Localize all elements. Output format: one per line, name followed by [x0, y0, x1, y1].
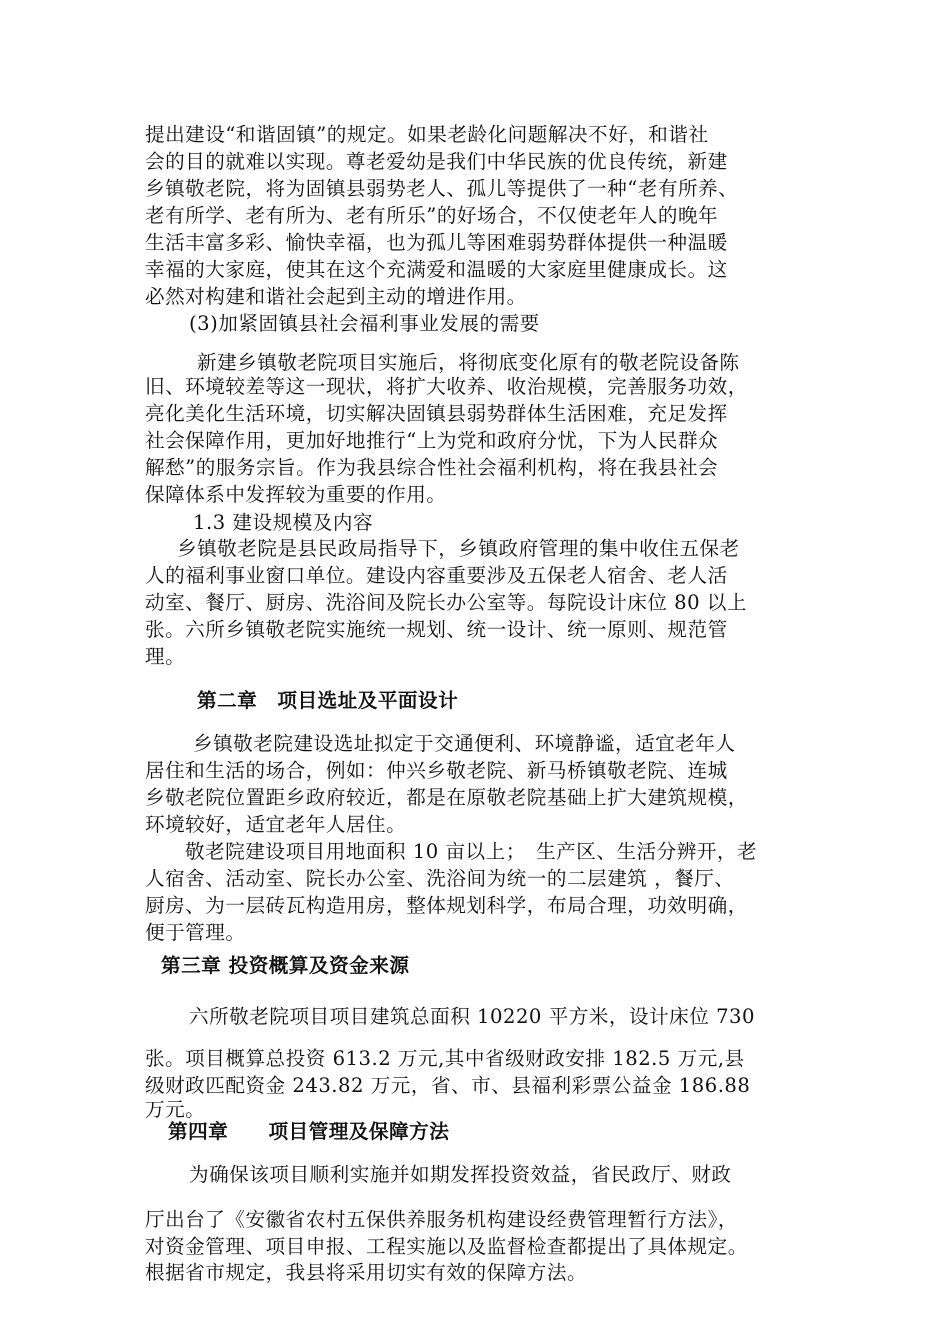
chapter-3-line: 级财政匹配资金 243.82 万元，省、市、县福利彩票公益金 186.88 — [145, 1074, 751, 1097]
chapter-4-line: 根据省市规定，我县将采用切实有效的保障方法。 — [145, 1261, 588, 1284]
chapter-2-line: 人宿舍、活动室、院长办公室、洗浴间为统一的二层建筑 ，餐厅、 — [145, 867, 735, 890]
section-line: 理。 — [145, 645, 186, 668]
chapter-2-line: 厨房、为一层砖瓦构造用房，整体规划科学，布局合理，功效明确， — [145, 894, 748, 917]
intro-line: 生活丰富多彩、愉快幸福，也为孤儿等困难弱势群体提供一种温暖 — [145, 231, 728, 254]
chapter-2-line: 环境较好，适宜老年人居住。 — [145, 813, 407, 836]
intro-line: 乡镇敬老院，将为固镇县弱势老人、孤儿等提供了一种“老有所养、 — [145, 177, 739, 200]
intro-line: 老有所学、老有所为、老有所乐”的好场合，不仅使老年人的晚年 — [145, 204, 719, 227]
chapter-4-line: 厅出台了《安徽省农村五保供养服务机构建设经费管理暂行方法》， — [145, 1208, 739, 1231]
chapter-2-line: 乡镇敬老院建设选址拟定于交通便利、环境静谧，适宜老年人 — [193, 732, 736, 755]
subsection-line: 解愁”的服务宗旨。作为我县综合性社会福利机构，将在我县社会 — [145, 456, 719, 479]
chapter-4-line: 为确保该项目顺利实施并如期发挥投资效益，省民政厅、财政 — [189, 1163, 732, 1186]
chapter-heading: 第二章 项目选址及平面设计 — [197, 689, 459, 712]
chapter-3-line: 万元。 — [145, 1098, 206, 1121]
subsection-title: (3)加紧固镇县社会福利事业发展的需要 — [189, 312, 540, 335]
subsection-line: 新建乡镇敬老院项目实施后，将彻底变化原有的敬老院设备陈 — [197, 351, 740, 374]
subsection-line: 亮化美化生活环境，切实解决固镇县弱势群体生活困难，充足发挥 — [145, 402, 728, 425]
chapter-2-line: 便于管理。 — [145, 921, 246, 944]
subsection-line: 旧、环境较差等这一现状，将扩大收养、收治规模，完善服务功效， — [145, 375, 748, 398]
intro-line: 会的目的就难以实现。尊老爱幼是我们中华民族的优良传统，新建 — [145, 150, 728, 173]
subsection-line: 社会保障作用，更加好地推行“上为党和政府分忧，下为人民群众 — [145, 429, 719, 452]
section-line: 乡镇敬老院是县民政局指导下，乡镇政府管理的集中收住五保老 — [177, 537, 740, 560]
chapter-2-line: 乡敬老院位置距乡政府较近，都是在原敬老院基础上扩大建筑规模， — [145, 786, 748, 809]
intro-line: 必然对构建和谐社会起到主动的增进作用。 — [145, 285, 527, 308]
intro-line: 幸福的大家庭，使其在这个充满爱和温暖的大家庭里健康成长。这 — [145, 258, 728, 281]
section-title: 1.3 建设规模及内容 — [193, 511, 374, 534]
section-line: 张。六所乡镇敬老院实施统一规划、统一设计、统一原则、规范管 — [145, 618, 728, 641]
chapter-heading: 第三章 投资概算及资金来源 — [161, 954, 410, 977]
chapter-2-line: 居住和生活的场合，例如：仲兴乡敬老院、新马桥镇敬老院、连城 — [145, 759, 728, 782]
chapter-4-line: 对资金管理、项目申报、工程实施以及监督检查都提出了具体规定。 — [145, 1235, 748, 1258]
section-line: 动室、餐厅、厨房、洗浴间及院长办公室等。每院设计床位 80 以上 — [145, 591, 748, 614]
intro-line: 提出建设“和谐固镇”的规定。如果老龄化问题解决不好，和谐社 — [145, 123, 709, 146]
chapter-3-line: 六所敬老院项目项目建筑总面积 10220 平方米，设计床位 730 — [189, 1005, 755, 1028]
section-line: 人的福利事业窗口单位。建设内容重要涉及五保老人宿舍、老人活 — [145, 564, 728, 587]
subsection-line: 保障体系中发挥较为重要的作用。 — [145, 483, 447, 506]
chapter-2-line: 敬老院建设项目用地面积 10 亩以上； 生产区、生活分辨开，老 — [185, 840, 758, 863]
chapter-3-line: 张。项目概算总投资 613.2 万元,其中省级财政安排 182.5 万元,县 — [145, 1047, 745, 1070]
chapter-heading: 第四章 项目管理及保障方法 — [168, 1120, 450, 1143]
